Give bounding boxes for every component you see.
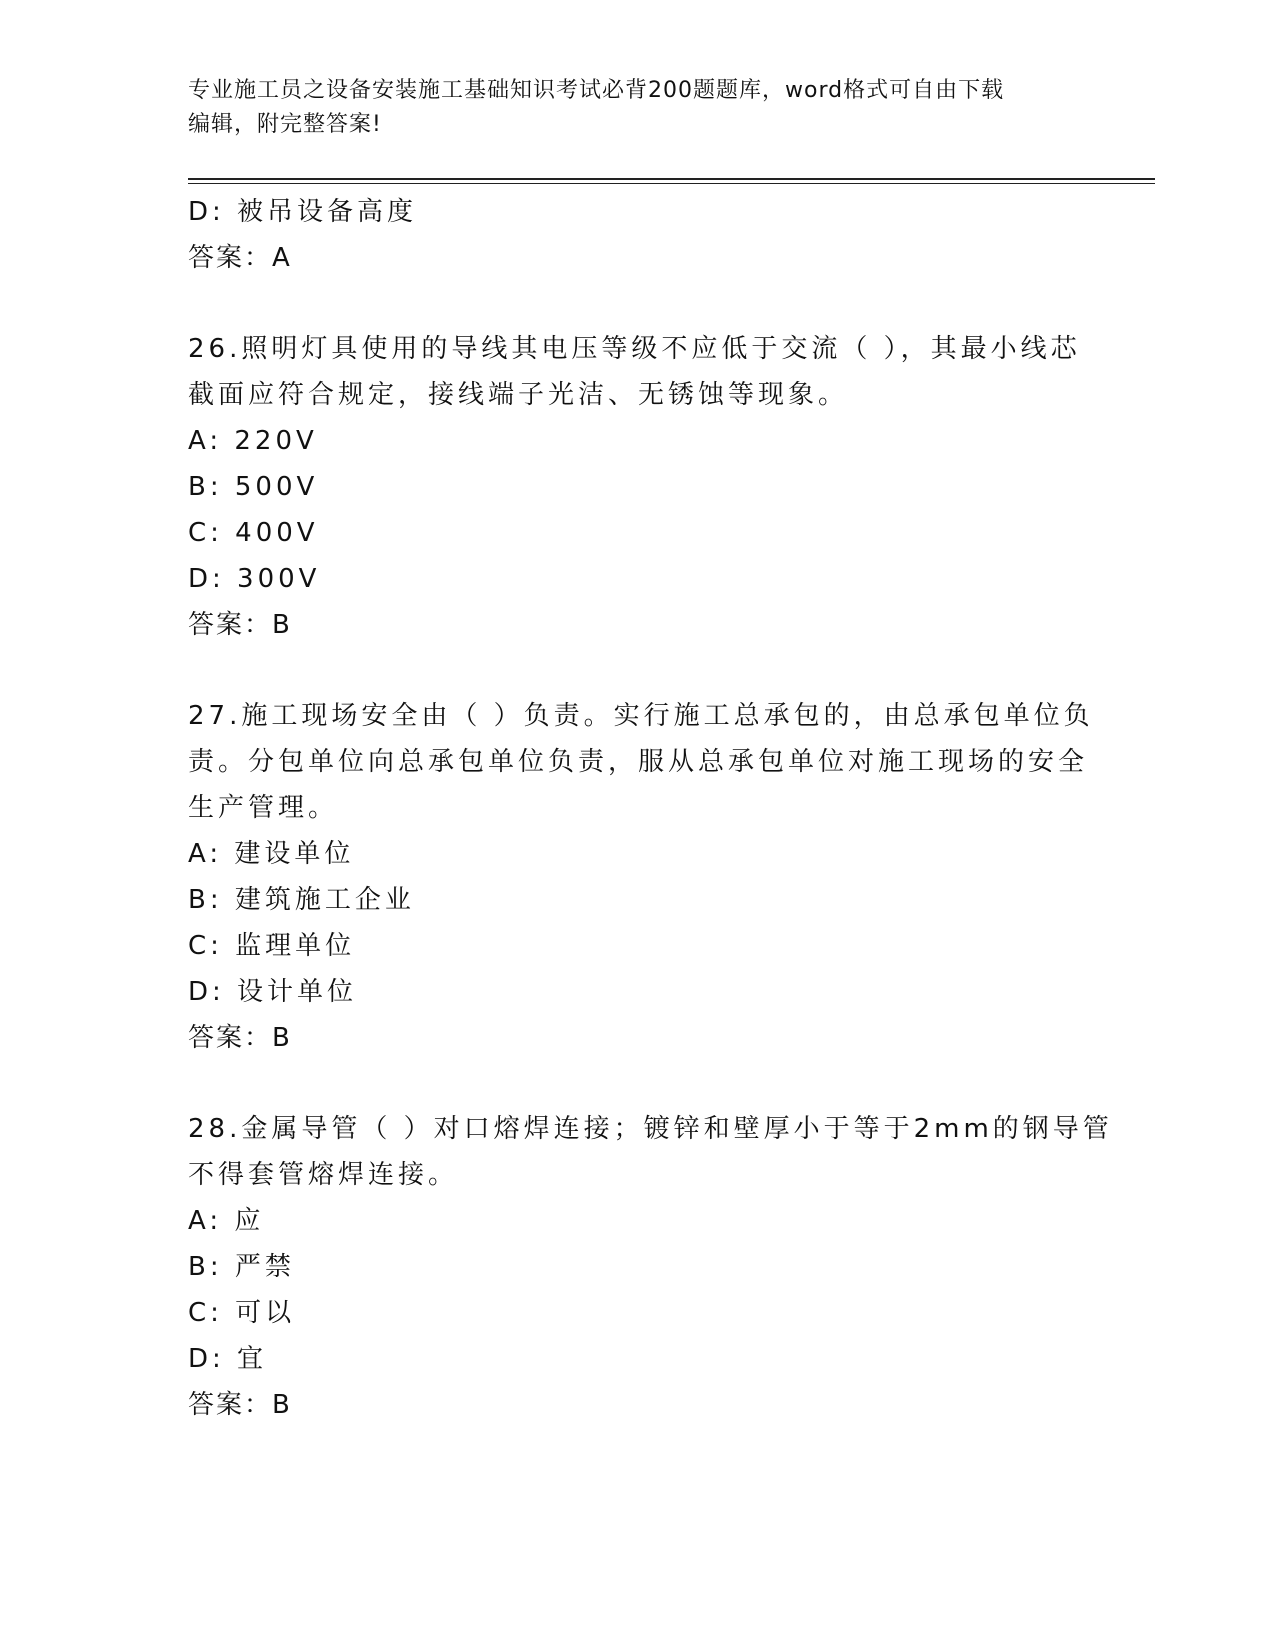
document-body bbox=[188, 189, 1113, 1428]
option-b: B: 500V bbox=[188, 472, 319, 502]
option-a: A: 建设单位 bbox=[188, 839, 355, 869]
answer: 答案：B bbox=[188, 1023, 292, 1053]
option-c: C: 监理单位 bbox=[188, 931, 356, 961]
answer: 答案：B bbox=[188, 610, 292, 640]
option-d: D: 设计单位 bbox=[188, 977, 358, 1007]
question-26 bbox=[188, 326, 1081, 648]
question-27 bbox=[188, 693, 1094, 1061]
option-d: D: 宜 bbox=[188, 1344, 268, 1374]
question-text-line: 生产管理。 bbox=[188, 793, 339, 823]
header-rule-thick bbox=[188, 178, 1155, 180]
option-a: A: 220V bbox=[188, 426, 318, 456]
question-text-line: 责。分包单位向总承包单位负责，服从总承包单位对施工现场的安全 bbox=[188, 747, 1089, 777]
header-line-1: 专业施工员之设备安装施工基础知识考试必背200题题库，word格式可自由下载 bbox=[188, 78, 1005, 103]
spacer bbox=[188, 1061, 1078, 1106]
document-header bbox=[188, 74, 1088, 142]
question-text-line: 28.金属导管（ ）对口熔焊连接；镀锌和壁厚小于等于2mm的钢导管 bbox=[188, 1114, 1113, 1144]
option-b: B: 严禁 bbox=[188, 1252, 295, 1282]
spacer bbox=[188, 648, 1078, 693]
spacer bbox=[188, 281, 1078, 326]
option-c: C: 可以 bbox=[188, 1298, 296, 1328]
option-c: C: 400V bbox=[188, 518, 319, 548]
question-28 bbox=[188, 1106, 1113, 1428]
header-rule-thin bbox=[188, 183, 1155, 184]
option-d: D: 300V bbox=[188, 564, 321, 594]
carryover-answer: 答案：A bbox=[188, 243, 292, 273]
question-text-line: 不得套管熔焊连接。 bbox=[188, 1160, 459, 1190]
answer: 答案：B bbox=[188, 1390, 292, 1420]
question-text-line: 27.施工现场安全由（ ）负责。实行施工总承包的，由总承包单位负 bbox=[188, 701, 1094, 731]
question-text-line: 26.照明灯具使用的导线其电压等级不应低于交流（ ），其最小线芯 bbox=[188, 334, 1081, 364]
header-line-2: 编辑，附完整答案! bbox=[188, 112, 382, 137]
carryover-option-d: D: 被吊设备高度 bbox=[188, 197, 418, 227]
question-text-line: 截面应符合规定，接线端子光洁、无锈蚀等现象。 bbox=[188, 380, 849, 410]
option-b: B: 建筑施工企业 bbox=[188, 885, 415, 915]
option-a: A: 应 bbox=[188, 1206, 265, 1236]
